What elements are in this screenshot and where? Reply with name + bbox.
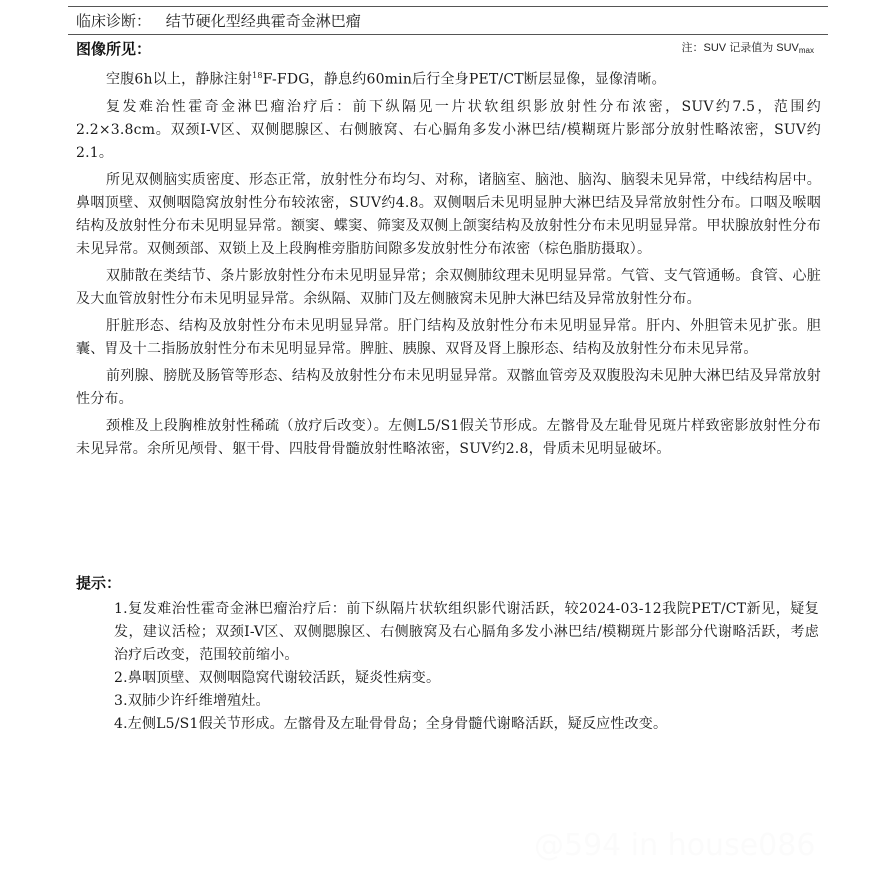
- clinical-diagnosis-row: [76, 11, 361, 31]
- hints-title: 提示：: [76, 574, 122, 592]
- findings-paragraph: [76, 64, 821, 92]
- hint-item: 4.左侧L5/S1假关节形成。左髂骨及左耻骨骨岛；全身骨髓代谢略活跃，疑反应性改变。: [114, 716, 668, 732]
- findings-paragraph: 肝脏形态、结构及放射性分布未见明显异常。肝门结构及放射性分布未见明显异常。肝内、外胆管未见扩张。胆囊、胃及十二指肠放射性分布未见明显异常。脾脏、胰腺、双肾及肾上腺形态、结构及放射性分布未见异常。: [76, 317, 821, 357]
- findings-paragraph: 双肺散在类结节、条片影放射性分布未见明显异常；余双侧肺纹理未见明显异常。气管、支气管通畅。食管、心脏及大血管放射性分布未见明显异常。余纵隔、双肺门及左侧腋窝未见肿大淋巴结及异常放射性分布。: [76, 267, 821, 307]
- findings-paragraph: 颈椎及上段胸椎放射性稀疏（放疗后改变）。左侧L5/S1假关节形成。左髂骨及左耻骨见斑片样致密影放射性分布未见异常。余所见颅骨、躯干骨、四肢骨骨髓放射性略浓密，SUV约2.8，骨质未见明显破坏。: [76, 417, 821, 457]
- findings-paragraph: 复发难治性霍奇金淋巴瘤治疗后：前下纵隔见一片状软组织影放射性分布浓密，SUV约7.5，范围约2.2×3.8cm。双颈I-V区、双侧腮腺区、右侧腋窝、右心膈角多发小淋巴结/模糊斑片影部分放射性略浓密，SUV约2.1。: [76, 98, 821, 161]
- suv-note-text: 注：SUV 记录值为 SUV: [681, 42, 799, 54]
- findings-title: 图像所见：: [76, 40, 152, 58]
- findings-text: F-FDG，静息约60min后行全身PET/CT断层显像，显像清晰。: [262, 71, 666, 88]
- clinical-diagnosis-value: 结节硬化型经典霍奇金淋巴瘤: [165, 12, 361, 30]
- findings-body: [76, 64, 821, 465]
- hint-item: 1.复发难治性霍奇金淋巴瘤治疗后：前下纵隔片状软组织影代谢活跃，较2024-03-12我院PET/CT新见，疑复发，建议活检；双颈I-V区、双侧腮腺区、右侧腋窝及右心膈角多发小淋巴结/模糊斑片影部分代谢略活跃，考虑治疗后改变，范围较前缩小。: [114, 601, 819, 663]
- top-divider: [68, 6, 828, 7]
- findings-paragraph: 所见双侧脑实质密度、形态正常，放射性分布均匀、对称，诸脑室、脑池、脑沟、脑裂未见异常，中线结构居中。鼻咽顶壁、双侧咽隐窝放射性分布较浓密，SUV约4.8。双侧咽后未见明显肿大淋巴结及异常放射性分布。口咽及喉咽结构及放射性分布未见明显异常。额窦、蝶窦、筛窦及双侧上颌窦结构及放射性分布未见明显异常。甲状腺放射性分布未见异常。双侧颈部、双锁上及上段胸椎旁脂肪间隙多发放射性分布浓密（棕色脂肪摄取）。: [76, 171, 821, 257]
- suv-note-subscript: max: [798, 46, 814, 55]
- watermark: @594 in house086: [534, 828, 816, 863]
- isotope-superscript: 18: [252, 71, 263, 80]
- hints-list: [114, 598, 819, 736]
- suv-note: [682, 41, 814, 58]
- hint-item: 2.鼻咽顶壁、双侧咽隐窝代谢较活跃，疑炎性病变。: [114, 670, 441, 686]
- header-divider: [68, 34, 828, 35]
- clinical-diagnosis-label: 临床诊断：: [76, 12, 152, 30]
- hint-item: 3.双肺少许纤维增殖灶。: [114, 693, 270, 709]
- findings-paragraph: 前列腺、膀胱及肠管等形态、结构及放射性分布未见明显异常。双髂血管旁及双腹股沟未见肿大淋巴结及异常放射性分布。: [76, 367, 821, 407]
- findings-text: 空腹6h以上，静脉注射: [106, 71, 253, 88]
